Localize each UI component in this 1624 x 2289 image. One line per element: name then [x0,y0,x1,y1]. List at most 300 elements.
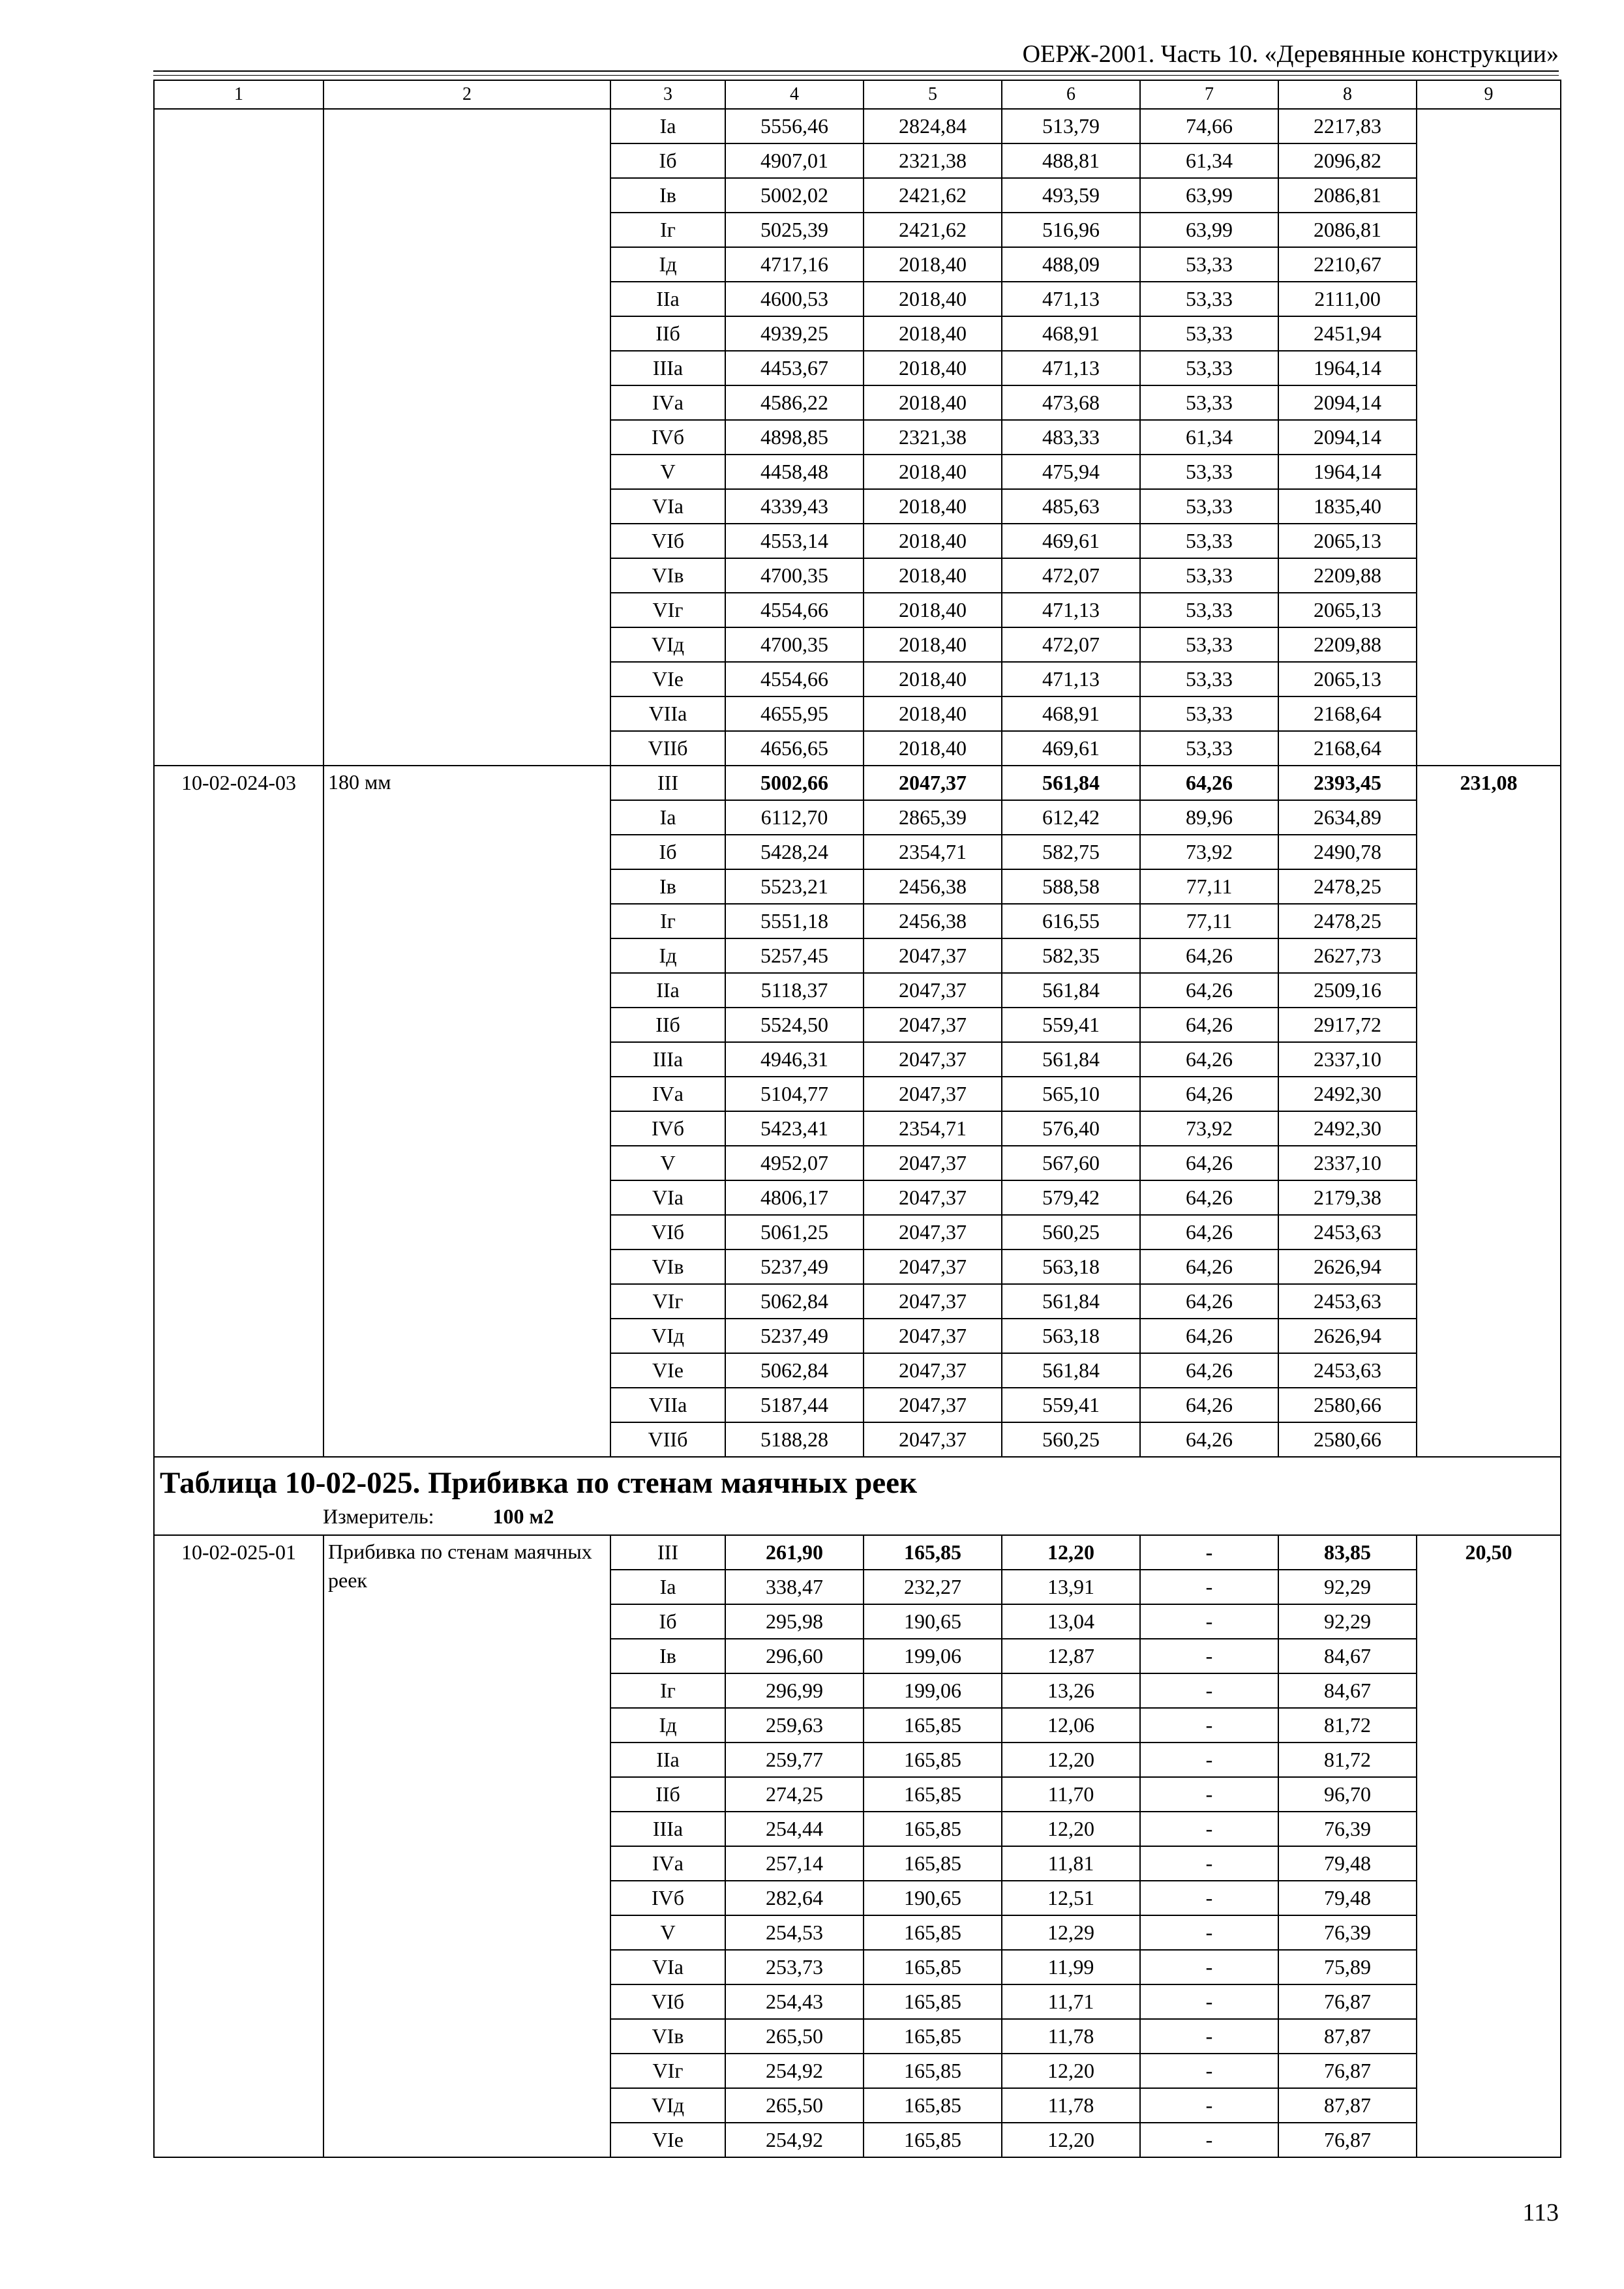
value-cell: - [1140,1604,1278,1639]
value-cell: 4907,01 [725,143,864,178]
value-cell: 488,09 [1002,247,1140,282]
value-cell: 2018,40 [864,593,1002,627]
zone-cell: VIб [610,1984,725,2019]
table-row [154,766,1561,800]
value-cell: 2111,00 [1278,282,1417,316]
value-cell: 2492,30 [1278,1077,1417,1111]
value-cell: 2421,62 [864,213,1002,247]
value-cell: 560,25 [1002,1422,1140,1457]
value-cell: 2453,63 [1278,1353,1417,1388]
value-cell: 12,87 [1002,1639,1140,1673]
value-cell: 296,60 [725,1639,864,1673]
rates-table [153,80,1561,2158]
value-cell: 87,87 [1278,2088,1417,2123]
value-cell: 53,33 [1140,247,1278,282]
value-cell: 165,85 [864,1984,1002,2019]
value-cell: 4700,35 [725,558,864,593]
value-cell: 12,51 [1002,1881,1140,1915]
value-cell: - [1140,1535,1278,1570]
value-cell: 4554,66 [725,593,864,627]
value-cell: 560,25 [1002,1215,1140,1249]
section-header [154,1457,1561,1535]
value-cell: 282,64 [725,1881,864,1915]
value-cell: 582,75 [1002,835,1140,869]
value-cell: 254,44 [725,1812,864,1846]
value-cell: 2337,10 [1278,1042,1417,1077]
value-cell: 232,27 [864,1570,1002,1604]
zone-cell: Iб [610,143,725,178]
zone-cell: VIг [610,2054,725,2088]
value-cell: 79,48 [1278,1846,1417,1881]
value-cell: 2018,40 [864,282,1002,316]
zone-cell: Iа [610,109,725,143]
zone-cell: Iг [610,904,725,938]
zone-cell: IIб [610,1777,725,1812]
zone-cell: Iв [610,178,725,213]
column-number: 7 [1140,80,1278,109]
meter-value: 100 м2 [492,1504,554,1528]
value-cell: 64,26 [1140,1422,1278,1457]
value-cell: 2580,66 [1278,1422,1417,1457]
value-cell: 2421,62 [864,178,1002,213]
value-cell: 2627,73 [1278,938,1417,973]
value-cell: 2047,37 [864,1353,1002,1388]
value-cell: 63,99 [1140,213,1278,247]
zone-cell: Iд [610,1708,725,1743]
value-cell: 261,90 [725,1535,864,1570]
value-cell: 475,94 [1002,455,1140,489]
value-cell: 2047,37 [864,1077,1002,1111]
column-number: 8 [1278,80,1417,109]
value-cell: 2209,88 [1278,558,1417,593]
value-cell: 2492,30 [1278,1111,1417,1146]
value-cell: 469,61 [1002,524,1140,558]
value-cell: 2217,83 [1278,109,1417,143]
value-cell: 1964,14 [1278,455,1417,489]
value-cell: 2065,13 [1278,662,1417,696]
value-cell: 471,13 [1002,593,1140,627]
value-cell: 588,58 [1002,869,1140,904]
value-cell: - [1140,1915,1278,1950]
value-cell: 4339,43 [725,489,864,524]
value-cell: 5062,84 [725,1284,864,1319]
value-cell: 165,85 [864,2123,1002,2157]
value-cell: 53,33 [1140,351,1278,385]
value-cell: 2094,14 [1278,420,1417,455]
value-cell: 64,26 [1140,1042,1278,1077]
value-cell: 2018,40 [864,627,1002,662]
value-cell: 64,26 [1140,1146,1278,1180]
value-cell: 64,26 [1140,1353,1278,1388]
value-cell: 87,87 [1278,2019,1417,2054]
value-cell: 63,99 [1140,178,1278,213]
zone-cell: Iд [610,938,725,973]
value-cell: 4553,14 [725,524,864,558]
value-cell: 12,20 [1002,1743,1140,1777]
zone-cell: VIг [610,1284,725,1319]
value-cell: 64,26 [1140,938,1278,973]
page-header [153,36,1559,76]
value-cell: 12,20 [1002,2054,1140,2088]
value-cell: 4700,35 [725,627,864,662]
value-cell: 2179,38 [1278,1180,1417,1215]
value-cell: 295,98 [725,1604,864,1639]
value-cell: 2065,13 [1278,524,1417,558]
value-cell: 2626,94 [1278,1249,1417,1284]
table-row [154,1535,1561,1570]
value-cell: 5061,25 [725,1215,864,1249]
value-cell: 5257,45 [725,938,864,973]
value-cell: 265,50 [725,2088,864,2123]
value-cell: 11,78 [1002,2088,1140,2123]
value-cell: 4586,22 [725,385,864,420]
value-cell: 2047,37 [864,766,1002,800]
value-cell: 468,91 [1002,316,1140,351]
value-cell: 64,26 [1140,1180,1278,1215]
value-cell: 12,20 [1002,2123,1140,2157]
value-cell: 96,70 [1278,1777,1417,1812]
value-cell: 2018,40 [864,524,1002,558]
value-cell: 513,79 [1002,109,1140,143]
zone-cell: Iа [610,800,725,835]
value-cell: 2047,37 [864,1042,1002,1077]
value-cell: 579,42 [1002,1180,1140,1215]
zone-cell: IIа [610,1743,725,1777]
value-cell: 254,43 [725,1984,864,2019]
value-cell: 561,84 [1002,973,1140,1008]
value-cell: 471,13 [1002,282,1140,316]
value-cell: 5188,28 [725,1422,864,1457]
value-cell: 2321,38 [864,420,1002,455]
value-cell: - [1140,1984,1278,2019]
value-cell: 165,85 [864,1777,1002,1812]
value-cell: 2354,71 [864,1111,1002,1146]
value-cell: - [1140,1673,1278,1708]
zone-cell: IVа [610,1077,725,1111]
value-cell: 488,81 [1002,143,1140,178]
section-title: Таблица 10-02-025. Прибивка по стенам маячных реек [160,1466,918,1500]
column-number: 4 [725,80,864,109]
value-cell: 75,89 [1278,1950,1417,1984]
value-cell: 561,84 [1002,1284,1140,1319]
work-name: Прибивка по стенам маячных реек [323,1535,610,2157]
value-cell: 338,47 [725,1570,864,1604]
page-number: 113 [1522,2199,1559,2226]
value-cell: 11,78 [1002,2019,1140,2054]
value-cell: 76,39 [1278,1812,1417,1846]
value-cell: 13,26 [1002,1673,1140,1708]
zone-cell: V [610,1915,725,1950]
zone-cell: VIIб [610,731,725,766]
zone-cell: VIв [610,2019,725,2054]
value-cell: 2580,66 [1278,1388,1417,1422]
value-cell: 2168,64 [1278,696,1417,731]
value-cell: 2086,81 [1278,178,1417,213]
zone-cell: VIг [610,593,725,627]
value-cell: 12,20 [1002,1535,1140,1570]
value-cell: 2018,40 [864,455,1002,489]
value-cell: 2047,37 [864,1319,1002,1353]
value-cell: 473,68 [1002,385,1140,420]
value-cell: 5428,24 [725,835,864,869]
value-cell: 2047,37 [864,1284,1002,1319]
meter-label: Измеритель: [323,1504,434,1528]
table-row [154,109,1561,143]
zone-cell: Iд [610,247,725,282]
value-cell: 13,04 [1002,1604,1140,1639]
value-cell: 2047,37 [864,1008,1002,1042]
value-cell: - [1140,2019,1278,2054]
value-cell: 559,41 [1002,1008,1140,1042]
zone-cell: IIIа [610,351,725,385]
zone-cell: VIд [610,627,725,662]
value-cell: 53,33 [1140,558,1278,593]
value-cell: 2018,40 [864,385,1002,420]
value-cell: 1964,14 [1278,351,1417,385]
value-cell: 81,72 [1278,1708,1417,1743]
value-cell: - [1140,1570,1278,1604]
value-cell: 2047,37 [864,1249,1002,1284]
value-cell: 2453,63 [1278,1215,1417,1249]
value-cell: 2478,25 [1278,904,1417,938]
value-cell: 2047,37 [864,1180,1002,1215]
value-cell: 257,14 [725,1846,864,1881]
value-cell: 2168,64 [1278,731,1417,766]
value-cell: 53,33 [1140,593,1278,627]
value-cell: 11,70 [1002,1777,1140,1812]
zone-cell: Iб [610,1604,725,1639]
zone-cell: IIб [610,316,725,351]
value-cell: 2018,40 [864,247,1002,282]
value-cell: 561,84 [1002,1353,1140,1388]
zone-cell: VIа [610,1950,725,1984]
value-cell: 76,87 [1278,2123,1417,2157]
value-cell: 5524,50 [725,1008,864,1042]
zone-cell: VIIа [610,1388,725,1422]
column-number-row [154,80,1561,109]
value-cell: 5237,49 [725,1249,864,1284]
value-cell: 92,29 [1278,1604,1417,1639]
value-cell: 253,73 [725,1950,864,1984]
header-rule-thin [153,75,1559,76]
value-cell: 53,33 [1140,316,1278,351]
section-meter [160,1502,1555,1534]
value-cell: 165,85 [864,2088,1002,2123]
value-cell: 5002,66 [725,766,864,800]
value-cell: - [1140,1639,1278,1673]
column-number: 1 [154,80,323,109]
value-cell: 2018,40 [864,489,1002,524]
column-number: 5 [864,80,1002,109]
zone-cell: IIа [610,973,725,1008]
value-cell: 64,26 [1140,973,1278,1008]
value-cell: - [1140,1812,1278,1846]
value-cell: 190,65 [864,1604,1002,1639]
zone-cell: IVб [610,1111,725,1146]
value-cell: 4939,25 [725,316,864,351]
value-cell: 2210,67 [1278,247,1417,282]
value-cell: 190,65 [864,1881,1002,1915]
column-number: 2 [323,80,610,109]
column-9-value: 231,08 [1417,766,1561,1457]
value-cell: 254,92 [725,2123,864,2157]
value-cell: 53,33 [1140,662,1278,696]
value-cell: 2018,40 [864,731,1002,766]
work-name [323,109,610,766]
zone-cell: V [610,1146,725,1180]
zone-cell: VIв [610,558,725,593]
value-cell: 561,84 [1002,1042,1140,1077]
value-cell: 4952,07 [725,1146,864,1180]
value-cell: 64,26 [1140,1215,1278,1249]
value-cell: 565,10 [1002,1077,1140,1111]
value-cell: 2018,40 [864,558,1002,593]
value-cell: 53,33 [1140,385,1278,420]
value-cell: 483,33 [1002,420,1140,455]
zone-cell: IIIа [610,1042,725,1077]
value-cell: 53,33 [1140,489,1278,524]
value-cell: 5551,18 [725,904,864,938]
zone-cell: Iг [610,1673,725,1708]
zone-cell: VIд [610,2088,725,2123]
value-cell: 5523,21 [725,869,864,904]
value-cell: 165,85 [864,2054,1002,2088]
value-cell: 485,63 [1002,489,1140,524]
value-cell: 2456,38 [864,904,1002,938]
value-cell: 64,26 [1140,1249,1278,1284]
value-cell: 165,85 [864,1708,1002,1743]
value-cell: 254,92 [725,2054,864,2088]
value-cell: 259,77 [725,1743,864,1777]
value-cell: 5556,46 [725,109,864,143]
value-cell: 561,84 [1002,766,1140,800]
value-cell: 53,33 [1140,524,1278,558]
value-cell: 567,60 [1002,1146,1140,1180]
value-cell: 2047,37 [864,1146,1002,1180]
value-cell: 165,85 [864,1535,1002,1570]
value-cell: 2917,72 [1278,1008,1417,1042]
value-cell: - [1140,1846,1278,1881]
value-cell: 516,96 [1002,213,1140,247]
work-name: 180 мм [323,766,610,1457]
zone-cell: VIа [610,489,725,524]
value-cell: 254,53 [725,1915,864,1950]
value-cell: 469,61 [1002,731,1140,766]
value-cell: 563,18 [1002,1249,1140,1284]
value-cell: 2018,40 [864,351,1002,385]
value-cell: 6112,70 [725,800,864,835]
header-title: ОЕРЖ-2001. Часть 10. «Деревянные конструкции» [1022,40,1559,68]
value-cell: 64,26 [1140,1319,1278,1353]
value-cell: 13,91 [1002,1570,1140,1604]
value-cell: 165,85 [864,1915,1002,1950]
zone-cell: IIа [610,282,725,316]
value-cell: 2018,40 [864,316,1002,351]
zone-cell: IVб [610,1881,725,1915]
value-cell: 73,92 [1140,1111,1278,1146]
value-cell: 199,06 [864,1639,1002,1673]
value-cell: 2065,13 [1278,593,1417,627]
value-cell: 2337,10 [1278,1146,1417,1180]
value-cell: 12,06 [1002,1708,1140,1743]
value-cell: 11,81 [1002,1846,1140,1881]
value-cell: 2626,94 [1278,1319,1417,1353]
value-cell: 165,85 [864,1812,1002,1846]
value-cell: 53,33 [1140,455,1278,489]
column-number: 6 [1002,80,1140,109]
value-cell: 73,92 [1140,835,1278,869]
value-cell: 64,26 [1140,1388,1278,1422]
zone-cell: VIв [610,1249,725,1284]
value-cell: 2634,89 [1278,800,1417,835]
value-cell: 582,35 [1002,938,1140,973]
value-cell: 5118,37 [725,973,864,1008]
value-cell: 468,91 [1002,696,1140,731]
value-cell: 199,06 [864,1673,1002,1708]
value-cell: 2209,88 [1278,627,1417,662]
zone-cell: Iб [610,835,725,869]
value-cell: 4554,66 [725,662,864,696]
column-number: 9 [1417,80,1561,109]
zone-cell: VIе [610,2123,725,2157]
value-cell: 259,63 [725,1708,864,1743]
value-cell: 53,33 [1140,282,1278,316]
value-cell: 2094,14 [1278,385,1417,420]
value-cell: 5187,44 [725,1388,864,1422]
value-cell: 53,33 [1140,627,1278,662]
rate-code: 10-02-024-03 [154,766,323,1457]
value-cell: 79,48 [1278,1881,1417,1915]
value-cell: 274,25 [725,1777,864,1812]
value-cell: 5025,39 [725,213,864,247]
value-cell: 2354,71 [864,835,1002,869]
value-cell: 165,85 [864,2019,1002,2054]
value-cell: 471,13 [1002,662,1140,696]
value-cell: 11,99 [1002,1950,1140,1984]
column-number: 3 [610,80,725,109]
value-cell: 5237,49 [725,1319,864,1353]
value-cell: 2047,37 [864,1388,1002,1422]
value-cell: 2451,94 [1278,316,1417,351]
zone-cell: Iв [610,1639,725,1673]
value-cell: 2456,38 [864,869,1002,904]
value-cell: 74,66 [1140,109,1278,143]
value-cell: - [1140,2123,1278,2157]
value-cell: 84,67 [1278,1639,1417,1673]
value-cell: 4600,53 [725,282,864,316]
value-cell: 11,71 [1002,1984,1140,2019]
value-cell: 76,87 [1278,1984,1417,2019]
section-header-row [154,1457,1561,1535]
value-cell: 2018,40 [864,662,1002,696]
value-cell: 76,87 [1278,2054,1417,2088]
value-cell: 84,67 [1278,1673,1417,1708]
column-9-value [1417,109,1561,766]
value-cell: - [1140,2054,1278,2088]
value-cell: 12,29 [1002,1915,1140,1950]
value-cell: 2047,37 [864,938,1002,973]
zone-cell: VIб [610,524,725,558]
value-cell: - [1140,1777,1278,1812]
value-cell: 77,11 [1140,904,1278,938]
value-cell: 2478,25 [1278,869,1417,904]
value-cell: 2096,82 [1278,143,1417,178]
value-cell: 559,41 [1002,1388,1140,1422]
value-cell: 612,42 [1002,800,1140,835]
value-cell: 493,59 [1002,178,1140,213]
value-cell: 2047,37 [864,973,1002,1008]
zone-cell: III [610,1535,725,1570]
